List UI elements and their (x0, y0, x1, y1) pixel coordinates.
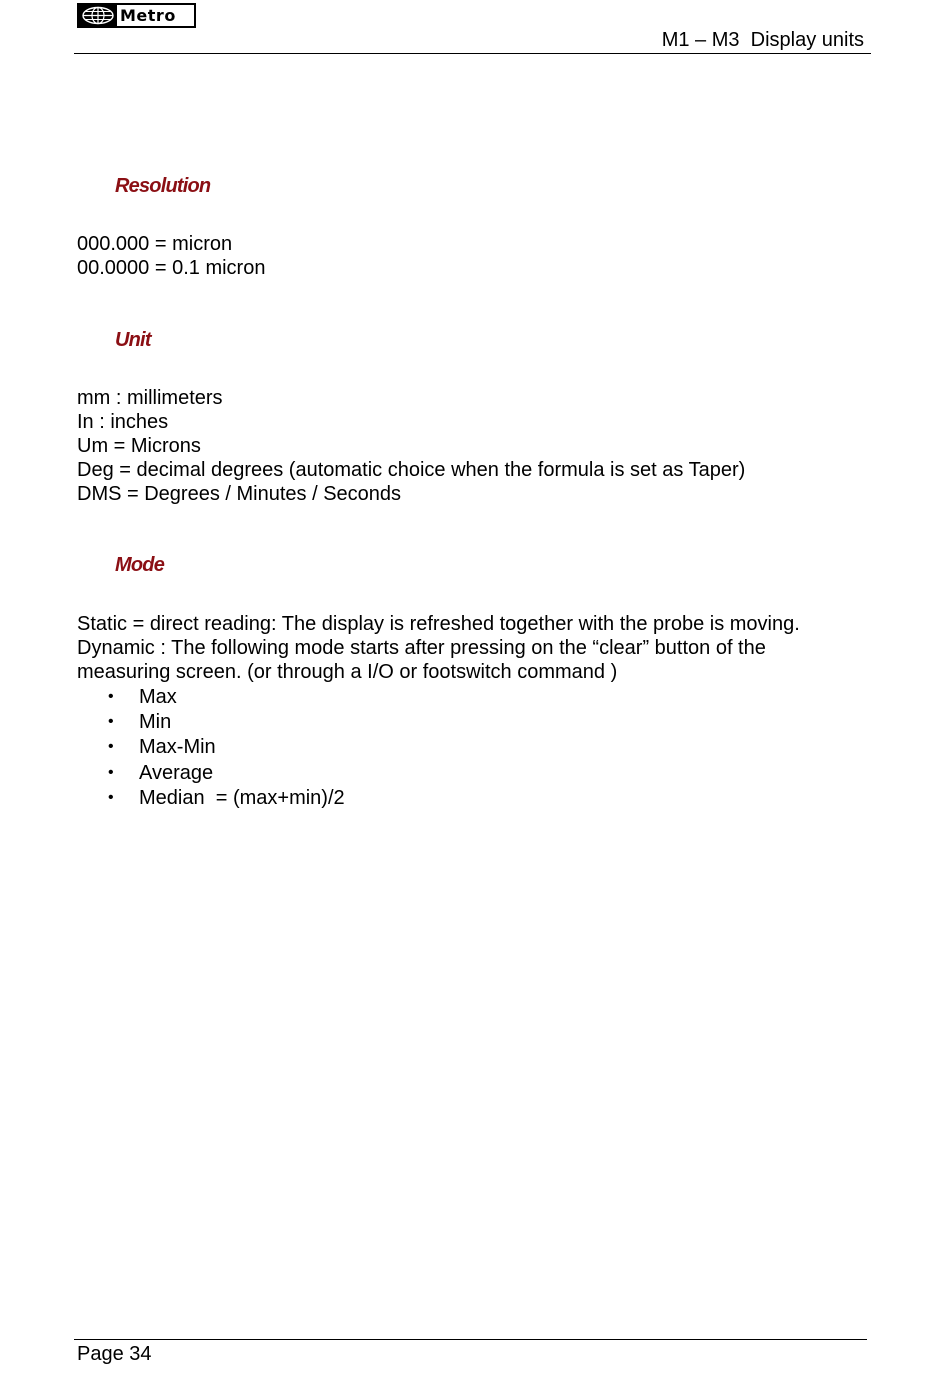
bullet-icon: • (108, 764, 114, 781)
section-heading-unit: Unit (115, 329, 151, 351)
mode-bullet-item (108, 735, 216, 759)
unit-line: Deg = decimal degrees (automatic choice when the formula is set as Taper) (77, 459, 746, 481)
logo-wordmark: Metro (117, 5, 194, 26)
page-header-title: M1 – M3 Display units (661, 29, 864, 51)
resolution-line: 00.0000 = 0.1 micron (77, 257, 266, 279)
bullet-icon: • (108, 688, 114, 705)
bullet-text: Max-Min (139, 736, 216, 758)
bullet-icon: • (108, 738, 114, 755)
mode-bullet-item (108, 710, 171, 734)
header-divider (74, 53, 871, 54)
unit-line: Um = Microns (77, 435, 201, 457)
resolution-line: 000.000 = micron (77, 233, 233, 255)
unit-line: mm : millimeters (77, 387, 223, 409)
bullet-text: Average (139, 762, 214, 784)
mode-line: Dynamic : The following mode starts after pressing on the “clear” button of the (77, 637, 766, 659)
bullet-text: Median = (max+min)/2 (139, 787, 345, 809)
mode-bullet-item (108, 761, 213, 785)
bullet-icon: • (108, 789, 114, 806)
bullet-text: Min (139, 711, 172, 733)
bullet-icon: • (108, 713, 114, 730)
globe-icon (79, 5, 117, 26)
unit-line: DMS = Degrees / Minutes / Seconds (77, 483, 402, 505)
metro-logo (77, 3, 196, 28)
page-number: Page 34 (77, 1343, 152, 1365)
section-heading-resolution: Resolution (115, 175, 211, 197)
mode-line: Static = direct reading: The display is refreshed together with the probe is moving. (77, 613, 800, 635)
bullet-text: Max (139, 686, 177, 708)
mode-bullet-item (108, 685, 177, 709)
unit-line: In : inches (77, 411, 169, 433)
mode-line: measuring screen. (or through a I/O or footswitch command ) (77, 661, 618, 683)
mode-bullet-item (108, 786, 345, 810)
section-heading-mode: Mode (115, 554, 165, 576)
footer-divider (74, 1339, 867, 1340)
